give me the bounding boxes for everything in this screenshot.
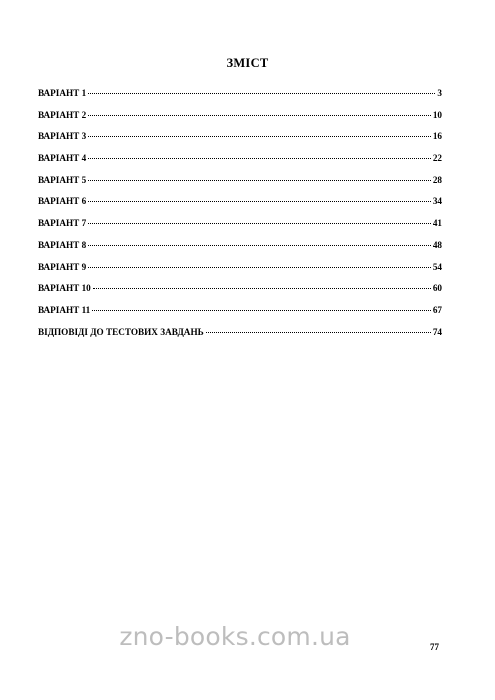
toc-entry-label: ВАРІАНТ 8 xyxy=(38,239,87,250)
toc-entry-variant-2 xyxy=(38,110,442,132)
toc-entry-variant-9 xyxy=(38,262,442,284)
toc-entry-label: ВАРІАНТ 9 xyxy=(38,261,87,272)
toc-entry-page: 60 xyxy=(432,283,442,294)
toc-entry-label: ВАРІАНТ 4 xyxy=(38,153,87,164)
toc-entry-label: ВАРІАНТ 3 xyxy=(38,131,87,142)
toc-entry-label: ВАРІАНТ 6 xyxy=(38,196,87,207)
toc-entry-variant-11 xyxy=(38,305,442,327)
dot-leader xyxy=(92,310,431,311)
page-title: ЗМІСТ xyxy=(226,56,269,70)
toc-entry-page: 22 xyxy=(432,153,442,164)
dot-leader xyxy=(88,180,431,181)
toc-entry-page: 10 xyxy=(432,109,442,120)
toc-entry-variant-10 xyxy=(38,283,442,305)
dot-leader xyxy=(88,93,435,94)
dot-leader xyxy=(88,115,431,116)
dot-leader xyxy=(88,158,431,159)
toc-entry-page: 28 xyxy=(432,174,442,185)
toc-entry-page: 54 xyxy=(432,261,442,272)
toc-entry-variant-3 xyxy=(38,131,442,153)
toc-entry-label: ВАРІАНТ 1 xyxy=(38,88,87,98)
toc-entry-page: 41 xyxy=(432,218,442,229)
toc-entry-label: ВІДПОВІДІ ДО ТЕСТОВИХ ЗАВДАНЬ xyxy=(38,326,204,337)
toc-entry-page: 67 xyxy=(432,304,442,315)
table-of-contents xyxy=(38,88,442,348)
dot-leader xyxy=(88,267,431,268)
toc-entry-answers xyxy=(38,327,442,349)
watermark: zno-books.com.ua xyxy=(119,622,351,651)
toc-entry-page: 34 xyxy=(432,196,442,207)
toc-entry-label: ВАРІАНТ 7 xyxy=(38,218,87,229)
dot-leader xyxy=(206,332,431,333)
toc-entry-variant-7 xyxy=(38,218,442,240)
dot-leader xyxy=(88,223,431,224)
toc-entry-variant-6 xyxy=(38,196,442,218)
toc-entry-page: 48 xyxy=(432,239,442,250)
toc-entry-label: ВАРІАНТ 5 xyxy=(38,174,87,185)
dot-leader xyxy=(88,136,431,137)
toc-entry-variant-8 xyxy=(38,240,442,262)
page-number: 77 xyxy=(430,642,439,652)
toc-entry-variant-5 xyxy=(38,175,442,197)
toc-entry-variant-1 xyxy=(38,88,442,110)
dot-leader xyxy=(88,201,431,202)
toc-entry-label: ВАРІАНТ 11 xyxy=(38,304,91,315)
toc-entry-label: ВАРІАНТ 10 xyxy=(38,283,91,294)
toc-entry-page: 3 xyxy=(437,88,442,98)
toc-entry-page: 74 xyxy=(432,326,442,337)
dot-leader xyxy=(88,245,431,246)
toc-entry-label: ВАРІАНТ 2 xyxy=(38,109,87,120)
toc-entry-variant-4 xyxy=(38,153,442,175)
dot-leader xyxy=(93,288,431,289)
toc-entry-page: 16 xyxy=(432,131,442,142)
